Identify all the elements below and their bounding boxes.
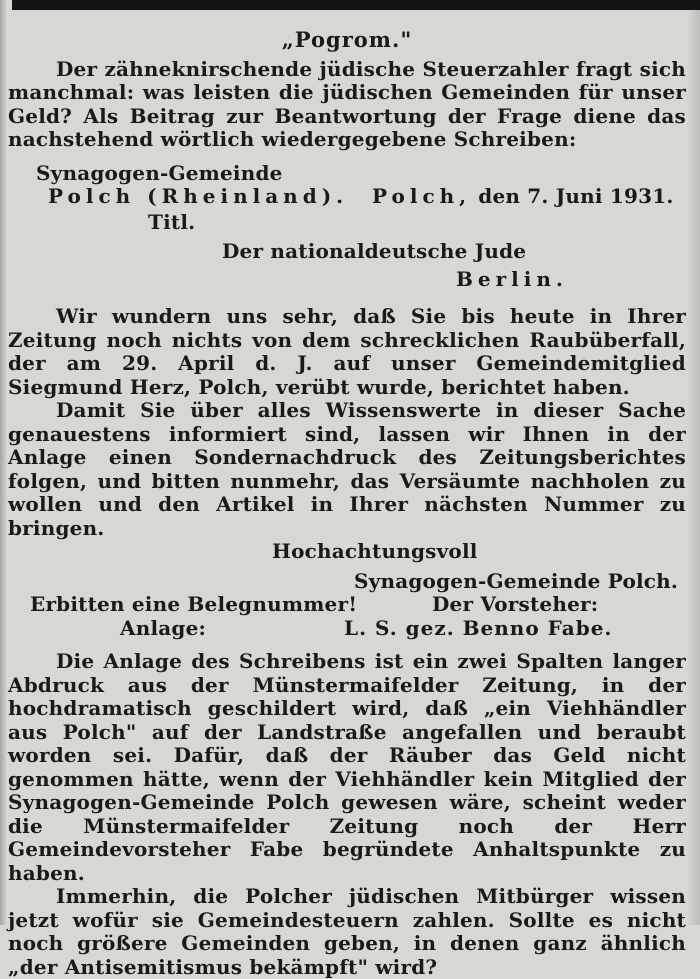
commentary-paragraph-1: Die Anlage des Schreibens ist ein zwei Spalten langer Abdruck aus der Münstermaifelder Zeitung, in der hochdramatisch geschildert wird, daß „ein Viehhändler aus Polch" auf der Landstraße angefallen und beraubt worden sei. Dafür, daß der Räuber das Geld nicht genommen hätte, wenn der Viehhändler kein Mitglied der Synagogen-Gemeinde Polch gewesen wäre, scheint weder die Münstermaifelder Zeitung noch der Herr Gemeindevorsteher Fabe begründete Anhaltspunkte zu haben. bbox=[8, 649, 686, 885]
closing-org-row bbox=[8, 570, 686, 594]
closing-org: Synagogen-Gemeinde Polch. bbox=[354, 568, 679, 593]
sender-line-1-row bbox=[8, 162, 686, 186]
letter-paragraph-2: Damit Sie über alles Wissenswerte in dieser Sache genauestens informiert sind, lassen wir Ihnen in der Anlage einen Sondernachdruck des Zeitungsberichtes folgen, und bitten nunmehr, das Versäumte nachholen zu wollen und den Artikel in Ihrer nächsten Nummer zu bringen. bbox=[8, 398, 686, 540]
date-text: den 7. Juni 1931. bbox=[478, 184, 674, 208]
salutation: Titl. bbox=[148, 209, 196, 234]
recipient: Der nationaldeutsche Jude bbox=[222, 239, 527, 263]
request-row bbox=[8, 593, 686, 617]
commentary-paragraph-2: Immerhin, die Polcher jüdischen Mitbürger wissen jetzt wofür sie Gemeindesteuern zahlen. Sollte es nicht noch größere Gemeinden geben, in denen ganz ähnlich „der Antisemitismus bekämpft" wird? bbox=[8, 884, 686, 979]
recipient-row bbox=[8, 240, 686, 264]
date-place: Polch, bbox=[372, 184, 472, 208]
sender-name: Synagogen-Gemeinde bbox=[36, 160, 283, 185]
intro-paragraph: Der zähneknirschende jüdische Steuerzahler fragt sich manchmal: was leisten die jüdischen Gemeinden für unser Geld? Als Beitrag zur Beantwortung der Frage diene das nachstehend wörtlich wiedergegebene Schreiben: bbox=[8, 56, 686, 151]
closing: Hochachtungsvoll bbox=[272, 539, 478, 563]
left-column-rule bbox=[0, 0, 6, 925]
signatory-role: Der Vorsteher: bbox=[432, 592, 599, 616]
page-edge-shadow bbox=[686, 0, 700, 925]
salutation-row bbox=[8, 211, 686, 235]
recipient-city: Berlin. bbox=[456, 266, 568, 291]
recipient-city-row bbox=[8, 268, 686, 292]
request-note: Erbitten eine Belegnummer! bbox=[30, 592, 358, 616]
closing-row bbox=[8, 540, 686, 564]
article-title: „Pogrom." bbox=[281, 27, 413, 52]
sender-location: Polch (Rheinland). bbox=[48, 184, 349, 208]
enclosure-row bbox=[8, 617, 686, 641]
top-black-rule bbox=[12, 0, 700, 10]
sender-line-2-row bbox=[8, 185, 686, 209]
article bbox=[8, 28, 686, 979]
enclosure-label: Anlage: bbox=[120, 615, 207, 640]
letter-paragraph-1: Wir wundern uns sehr, daß Sie bis heute in Ihrer Zeitung noch nichts von dem schrecklichen Raubüberfall, der am 29. April d. J. auf unser Gemeindemitglied Siegmund Herz, Polch, verübt wurde, berichtet haben. bbox=[8, 304, 686, 399]
letter-date bbox=[372, 185, 673, 209]
signature-line: L. S. gez. Benno Fabe. bbox=[344, 615, 613, 640]
